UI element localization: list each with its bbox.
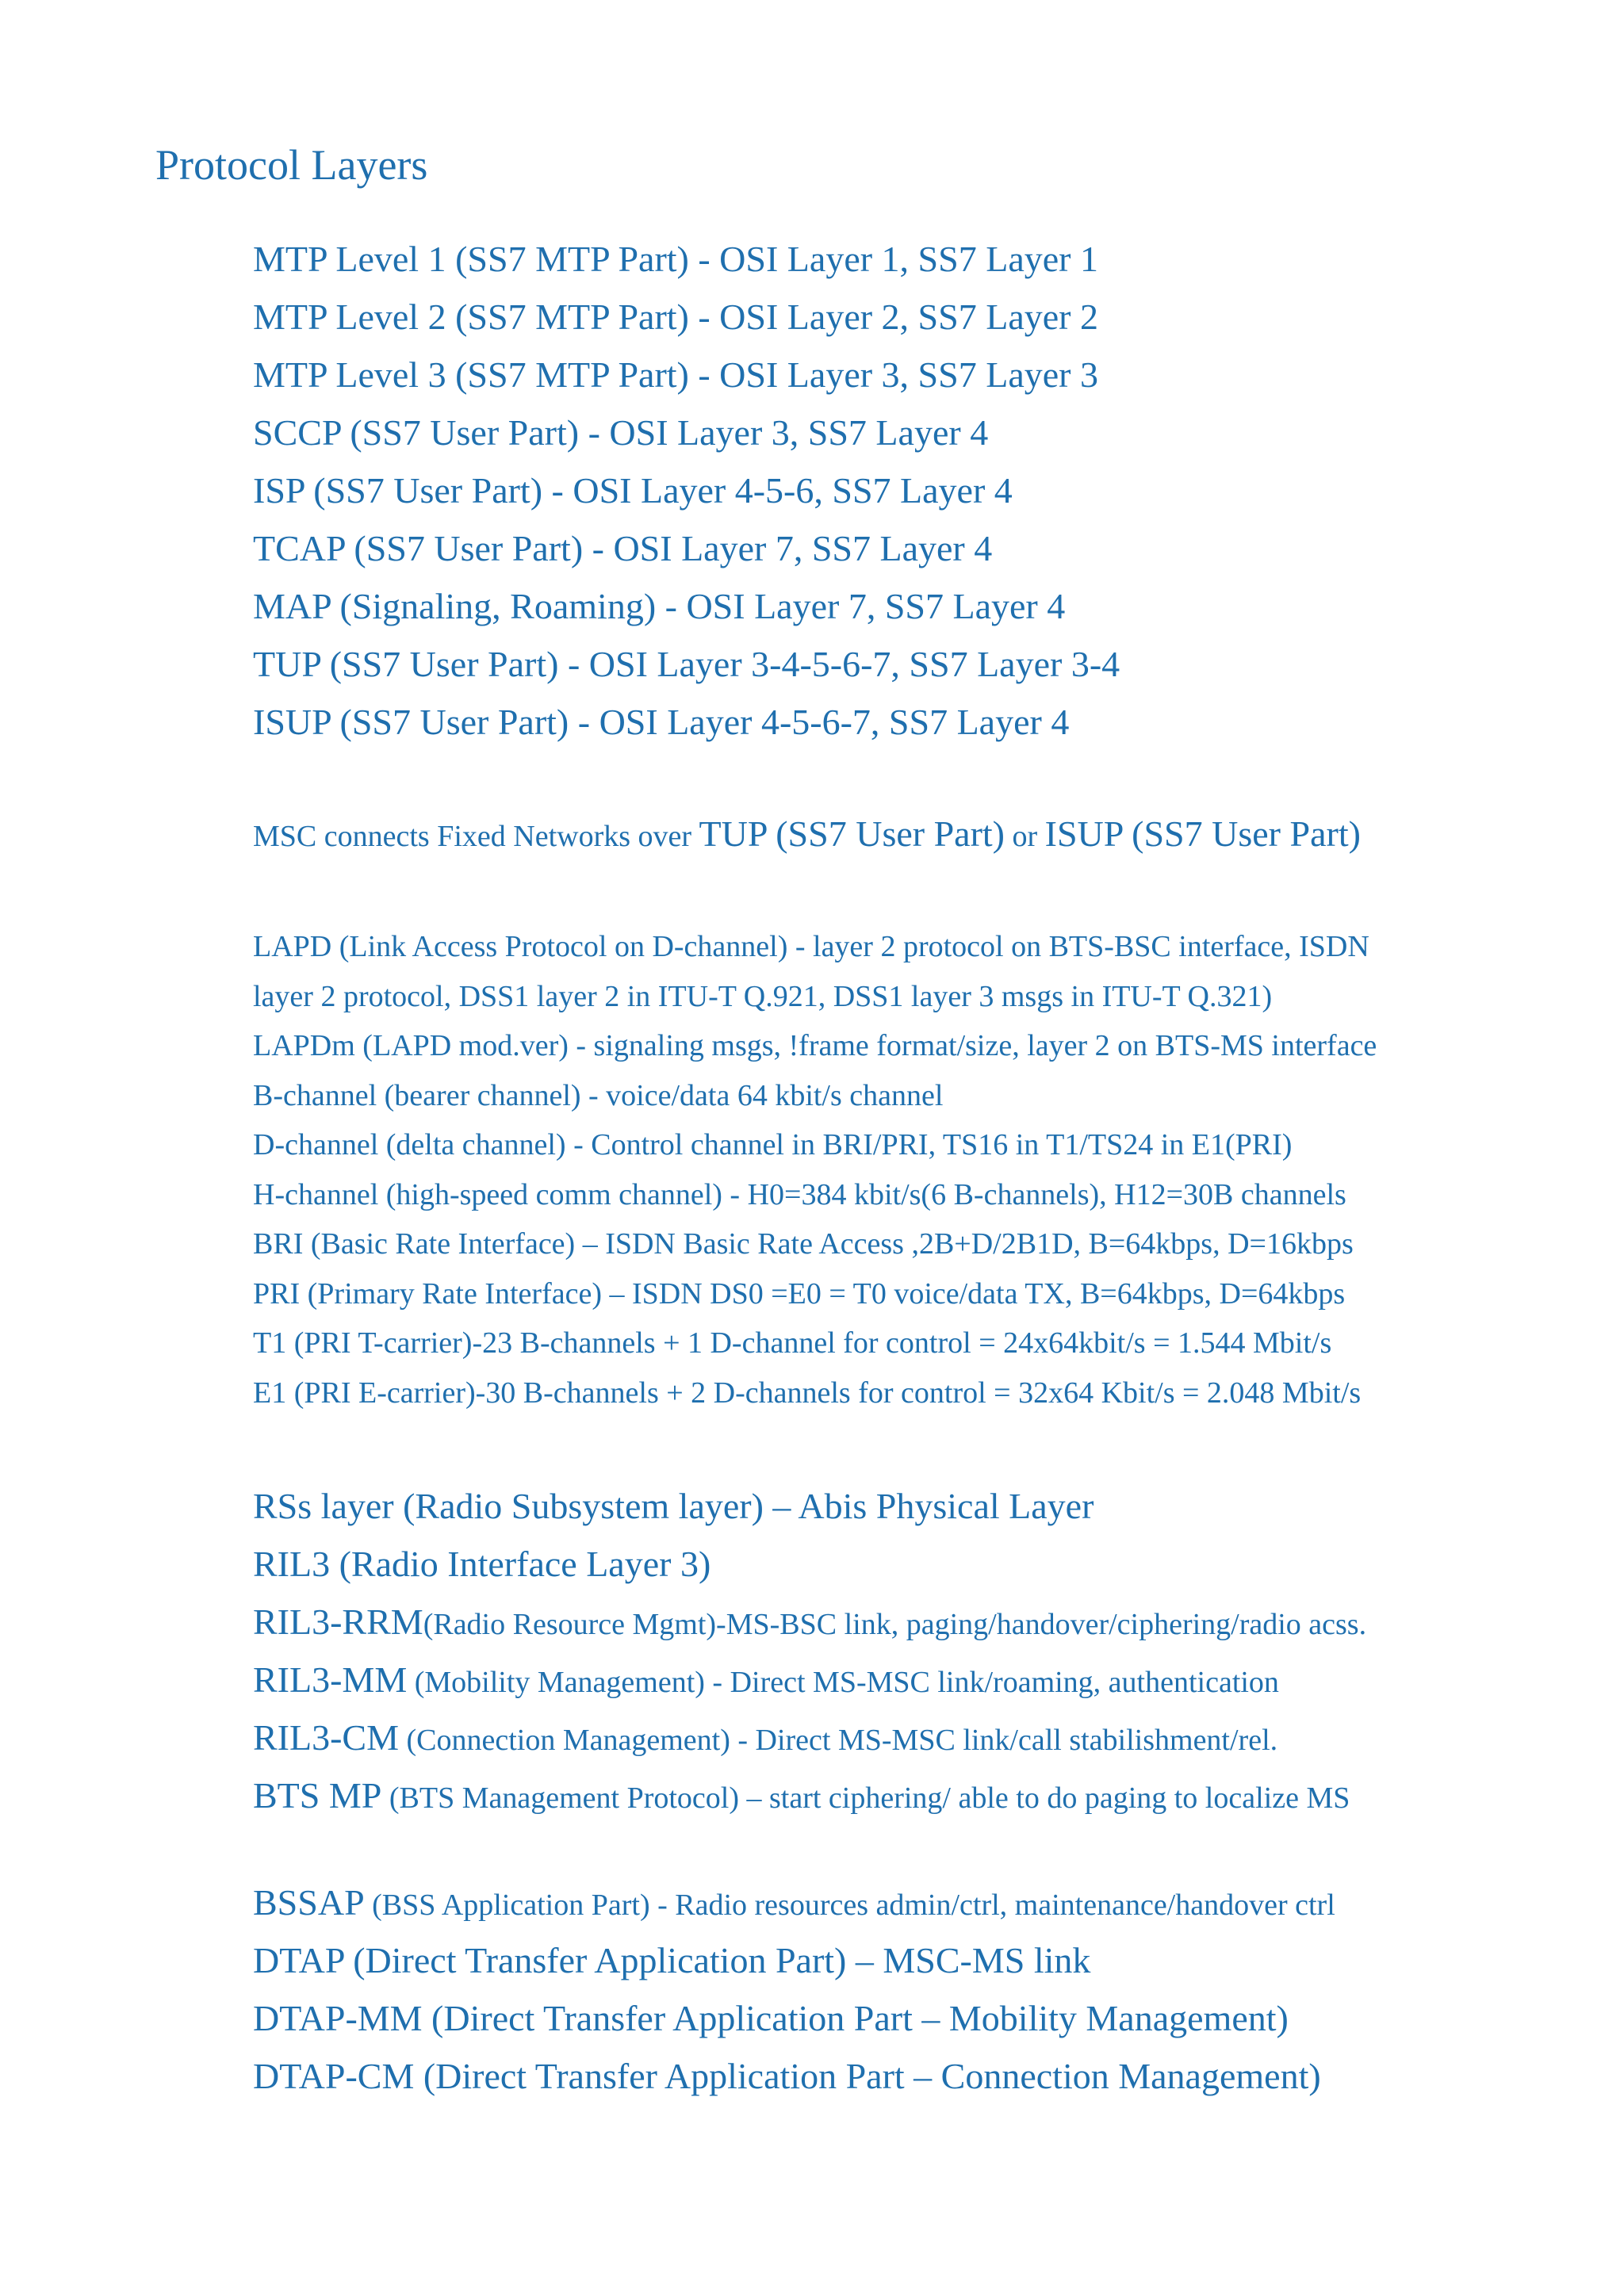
radio-layer-list — [253, 1477, 1366, 1824]
list-item — [253, 1989, 1335, 2047]
list-item — [253, 2047, 1335, 2105]
list-item: LAPDm (LAPD mod.ver) - signaling msgs, !frame format/size, layer 2 on BTS-MS interface — [253, 1029, 1377, 1062]
item-desc: (Connection Management) - Direct MS-MSC link/call stabilishment/rel. — [399, 1724, 1278, 1757]
item-term: DTAP-MM (Direct Transfer Application Part – Mobility Management) — [253, 1998, 1289, 2038]
item-term: RIL3-CM — [253, 1717, 399, 1758]
msc-tup: TUP (SS7 User Part) — [699, 813, 1005, 854]
msc-text-start: MSC connects Fixed Networks over — [253, 820, 699, 853]
list-item: TUP (SS7 User Part) - OSI Layer 3-4-5-6-7, SS7 Layer 3-4 — [253, 644, 1120, 684]
list-item — [253, 1766, 1366, 1824]
item-term: RIL3-MM — [253, 1659, 408, 1700]
bss-list — [253, 1873, 1335, 2105]
item-term: RSs layer (Radio Subsystem layer) – Abis Physical Layer — [253, 1486, 1094, 1526]
list-item: T1 (PRI T-carrier)-23 B-channels + 1 D-channel for control = 24x64kbit/s = 1.544 Mbit/s — [253, 1326, 1332, 1360]
list-item — [253, 1535, 1366, 1593]
list-item: layer 2 protocol, DSS1 layer 2 in ITU-T Q.921, DSS1 layer 3 msgs in ITU-T Q.321) — [253, 979, 1273, 1013]
list-item — [253, 1873, 1335, 1931]
list-item: MTP Level 2 (SS7 MTP Part) - OSI Layer 2, SS7 Layer 2 — [253, 297, 1098, 337]
list-item: MTP Level 3 (SS7 MTP Part) - OSI Layer 3, SS7 Layer 3 — [253, 354, 1098, 395]
list-item: MTP Level 1 (SS7 MTP Part) - OSI Layer 1, SS7 Layer 1 — [253, 239, 1098, 279]
list-item: LAPD (Link Access Protocol on D-channel) - layer 2 protocol on BTS-BSC interface, ISDN — [253, 930, 1369, 963]
list-item — [253, 1593, 1366, 1651]
list-item: ISUP (SS7 User Part) - OSI Layer 4-5-6-7, SS7 Layer 4 — [253, 702, 1070, 742]
channel-list — [253, 922, 1377, 1418]
protocol-layer-list — [253, 230, 1120, 751]
list-item: E1 (PRI E-carrier)-30 B-channels + 2 D-channels for control = 32x64 Kbit/s = 2.048 Mbit/s — [253, 1376, 1362, 1410]
msc-isup: ISUP (SS7 User Part) — [1044, 813, 1361, 854]
item-term: RIL3-RRM — [253, 1601, 423, 1642]
list-item — [253, 1931, 1335, 1989]
list-item — [253, 1477, 1366, 1535]
msc-note — [253, 810, 1361, 867]
list-item: SCCP (SS7 User Part) - OSI Layer 3, SS7 Layer 4 — [253, 412, 989, 453]
item-desc: (Mobility Management) - Direct MS-MSC link/roaming, authentication — [407, 1666, 1279, 1699]
item-desc: (Radio Resource Mgmt)-MS-BSC link, paging/handover/ciphering/radio acss. — [423, 1608, 1367, 1641]
list-item: BRI (Basic Rate Interface) – ISDN Basic Rate Access ,2B+D/2B1D, B=64kbps, D=16kbps — [253, 1227, 1354, 1261]
list-item — [253, 1709, 1366, 1766]
msc-text-or: or — [1005, 820, 1045, 853]
item-term: BSSAP — [253, 1882, 365, 1923]
item-desc: (BSS Application Part) - Radio resources admin/ctrl, maintenance/handover ctrl — [364, 1888, 1335, 1922]
list-item — [253, 1651, 1366, 1709]
item-term: DTAP (Direct Transfer Application Part) – MSC-MS link — [253, 1940, 1091, 1980]
list-item: D-channel (delta channel) - Control channel in BRI/PRI, TS16 in T1/TS24 in E1(PRI) — [253, 1128, 1293, 1161]
msc-line — [253, 810, 1361, 867]
list-item: H-channel (high-speed comm channel) - H0=384 kbit/s(6 B-channels), H12=30B channels — [253, 1177, 1346, 1211]
list-item: ISP (SS7 User Part) - OSI Layer 4-5-6, SS7 Layer 4 — [253, 470, 1013, 511]
page-title: Protocol Layers — [155, 141, 428, 189]
list-item: MAP (Signaling, Roaming) - OSI Layer 7, SS7 Layer 4 — [253, 586, 1066, 626]
list-item: B-channel (bearer channel) - voice/data 64 kbit/s channel — [253, 1078, 944, 1112]
item-desc: (BTS Management Protocol) – start ciphering/ able to do paging to localize MS — [381, 1781, 1350, 1815]
list-item: TCAP (SS7 User Part) - OSI Layer 7, SS7 Layer 4 — [253, 528, 993, 568]
item-term: DTAP-CM (Direct Transfer Application Part – Connection Management) — [253, 2056, 1321, 2096]
item-term: RIL3 (Radio Interface Layer 3) — [253, 1544, 711, 1584]
item-term: BTS MP — [253, 1775, 382, 1816]
list-item: PRI (Primary Rate Interface) – ISDN DS0 =E0 = T0 voice/data TX, B=64kbps, D=64kbps — [253, 1276, 1346, 1311]
